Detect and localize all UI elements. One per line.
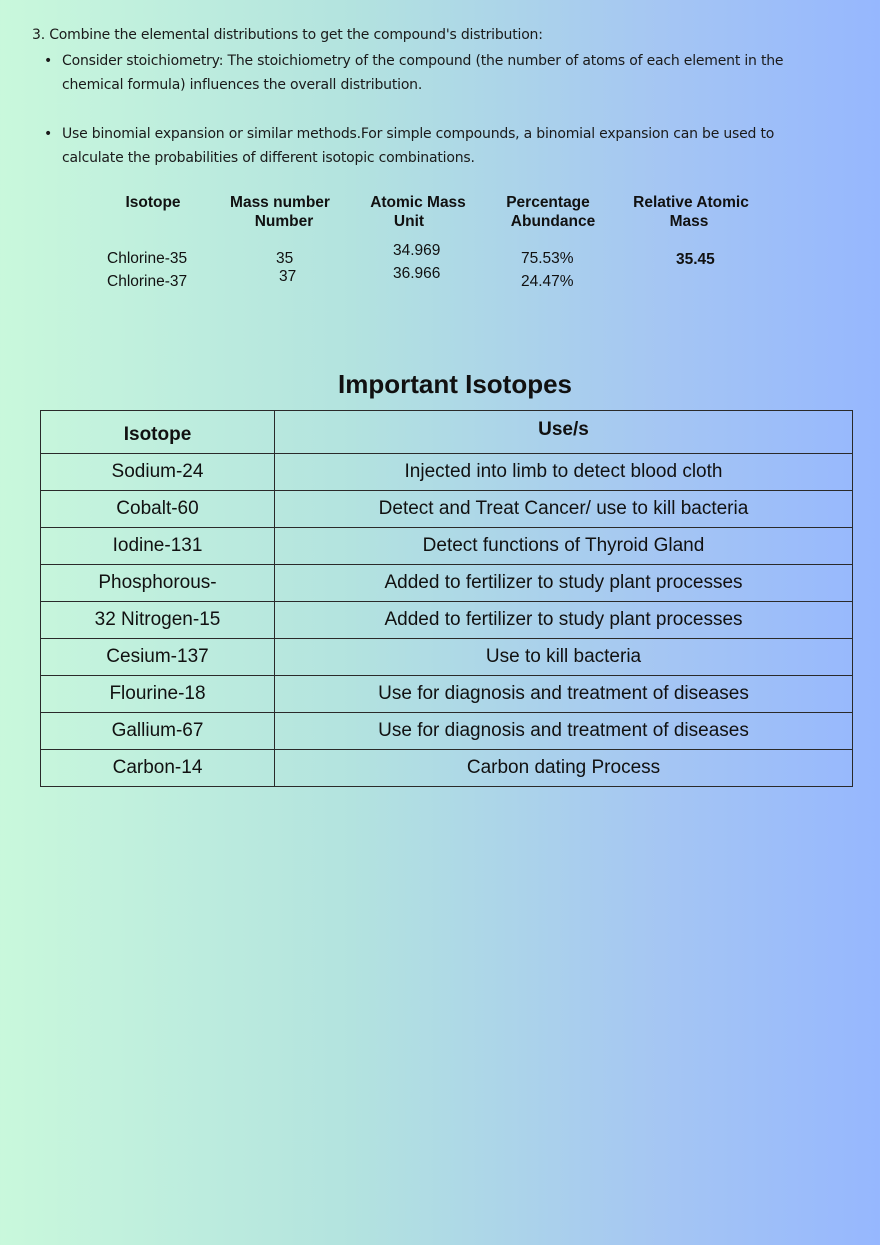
use-cell: Use to kill bacteria (275, 639, 853, 676)
cell-abundance: 75.53% (521, 250, 574, 267)
table-row (41, 639, 853, 676)
cell-isotope: Chlorine-37 (107, 273, 188, 290)
use-cell: Detect and Treat Cancer/ use to kill bacteria (275, 491, 853, 528)
header-isotope: Isotope (125, 194, 181, 211)
header-isotope-col: Isotope (41, 411, 275, 454)
header-abundance (492, 193, 604, 231)
bullet-text: Use binomial expansion or similar methods.For simple compounds, a binomial expansion can be used to calculate the probabilities of different isotopic combinations. (62, 126, 775, 166)
isotope-cell: Iodine-131 (41, 528, 275, 565)
isotope-cell: Phosphorous- (41, 565, 275, 602)
table-row (41, 565, 853, 602)
header-use-col: Use/s (275, 411, 853, 454)
isotope-cell: 32 Nitrogen-15 (41, 602, 275, 639)
bullet-stoichiometry (44, 49, 834, 97)
table-row (41, 750, 853, 787)
table-row (41, 454, 853, 491)
table-row (41, 528, 853, 565)
header-line: Mass number (230, 194, 330, 211)
important-isotopes-title: Important Isotopes (337, 369, 572, 399)
bullet-binomial (44, 122, 834, 170)
table-row (41, 602, 853, 639)
isotope-cell: Cobalt-60 (41, 491, 275, 528)
header-line: Number (254, 213, 314, 230)
cell-mass-number: 37 (279, 268, 297, 285)
table-row (41, 676, 853, 713)
cell-atomic-mass: 34.969 (393, 242, 441, 259)
header-line: Unit (393, 213, 425, 230)
header-relative-mass (622, 193, 760, 231)
isotope-cell: Cesium-137 (41, 639, 275, 676)
use-cell: Use for diagnosis and treatment of diseases (275, 713, 853, 750)
bullet-text: Consider stoichiometry: The stoichiometry of the compound (the number of atoms of each element in the chemical formula) influences the overall distribution. (62, 53, 784, 93)
cell-atomic-mass: 36.966 (393, 265, 441, 282)
use-cell: Added to fertilizer to study plant processes (275, 602, 853, 639)
step-3-heading: 3. Combine the elemental distributions to get the compound's distribution: (32, 27, 543, 43)
use-cell: Added to fertilizer to study plant processes (275, 565, 853, 602)
header-line: Atomic Mass (370, 194, 466, 211)
header-line: Mass (669, 213, 709, 230)
use-cell: Use for diagnosis and treatment of diseases (275, 676, 853, 713)
bullet-dot-icon: • (44, 126, 53, 142)
use-cell: Injected into limb to detect blood cloth (275, 454, 853, 491)
header-line: Relative Atomic (633, 194, 749, 211)
relative-atomic-mass-value: 35.45 (676, 251, 715, 268)
isotope-cell: Gallium-67 (41, 713, 275, 750)
use-cell: Carbon dating Process (275, 750, 853, 787)
cell-abundance: 24.47% (521, 273, 574, 290)
table-row (41, 491, 853, 528)
header-mass-number (214, 193, 346, 231)
table-row (41, 713, 853, 750)
table-header-row (41, 411, 853, 454)
header-line: Abundance (510, 213, 596, 230)
isotope-cell: Flourine-18 (41, 676, 275, 713)
header-line: Percentage (506, 194, 590, 211)
use-cell: Detect functions of Thyroid Gland (275, 528, 853, 565)
bullet-dot-icon: • (44, 53, 53, 69)
header-atomic-mass (358, 193, 478, 231)
isotope-cell: Carbon-14 (41, 750, 275, 787)
important-isotopes-table (40, 410, 853, 787)
cell-mass-number: 35 (276, 250, 294, 267)
cell-isotope: Chlorine-35 (107, 250, 188, 267)
isotope-cell: Sodium-24 (41, 454, 275, 491)
